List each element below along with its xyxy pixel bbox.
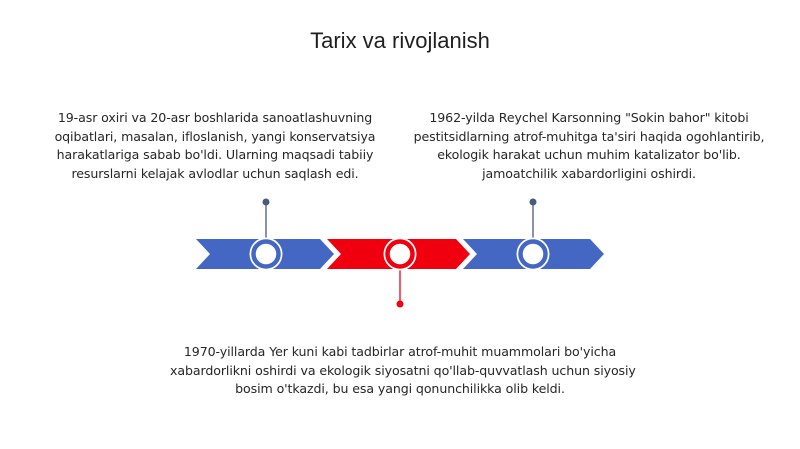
event-2-line-4: jamoatchilik xabardorligini oshirdi. xyxy=(482,165,696,181)
slide-title: Tarix va rivojlanish xyxy=(310,28,490,53)
event-3-line-3: bosim o'tkazdi, bu esa yangi qonunchilikka olib keldi. xyxy=(235,381,565,396)
event-2-line-3: ekologik harakat uchun muhim katalizator bo'lib. xyxy=(437,147,741,162)
milestone-marker-1 xyxy=(250,238,283,271)
milestone-marker-3 xyxy=(517,238,550,271)
event-2-line-2: pestitsidlarning atrof-muhitga ta'siri haqida ogohlantirib, xyxy=(413,128,765,144)
connector-dot-1 xyxy=(263,199,270,206)
event-1-line-2: oqibatlari, masalan, ifloslanish, yangi konservatsiya xyxy=(54,128,376,144)
milestone-marker-2 xyxy=(384,238,417,271)
connector-dot-3 xyxy=(397,301,404,308)
event-3-line-2: xabardorlikni oshirdi va ekologik siyosatni qo'llab-quvvatlash uchun siyosiy xyxy=(170,362,636,378)
event-1-line-3: harakatlariga sabab bo'ldi. Ularning maqsadi tabiiy xyxy=(56,147,374,162)
event-3-line-1: 1970-yillarda Yer kuni kabi tadbirlar atrof-muhit muammolari bo'yicha xyxy=(183,344,617,359)
connector-dot-2 xyxy=(530,199,537,206)
event-1-line-1: 19-asr oxiri va 20-asr boshlarida sanoatlashuvning xyxy=(57,110,373,125)
event-2-line-1: 1962-yilda Reychel Karsonning "Sokin bahor" kitobi xyxy=(429,110,749,125)
event-1-line-4: resurslarni kelajak avlodlar uchun saqlash edi. xyxy=(71,165,359,181)
